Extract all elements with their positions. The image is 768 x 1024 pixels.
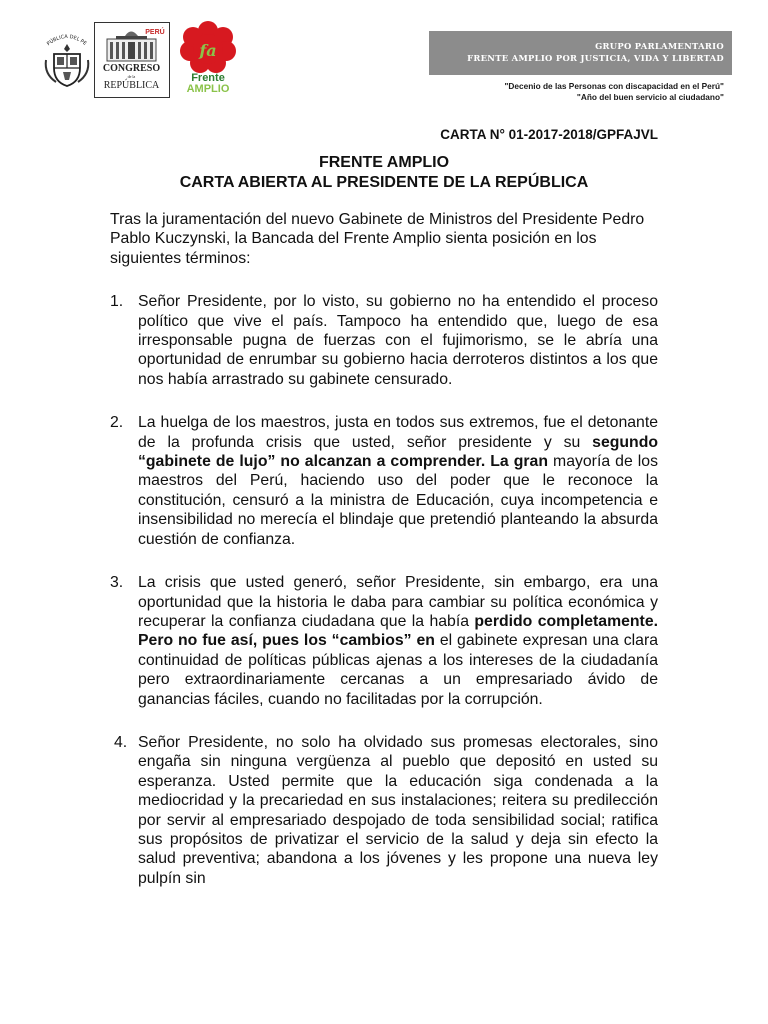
item-number: 3. [110, 574, 124, 592]
item-number: 1. [110, 293, 124, 311]
frente-amplio-logo [176, 20, 240, 94]
item-text-part: el gabinete expresan una clara continuidad de políticas públicas ajenas a los intereses de la ciudadanía pero extraordinariamente cercanas a un empresariado ávido de ganancias fáciles, cuando no facilitadas por la corrupción. [138, 632, 659, 708]
list-item-3 [110, 573, 658, 709]
letter-title-main: CARTA ABIERTA AL PRESIDENTE DE LA REPÚBLICA [179, 174, 589, 191]
list-item-4 [110, 733, 658, 888]
svg-text:de la: de la [127, 74, 136, 79]
letter-body [110, 210, 658, 912]
letter-titles [0, 153, 768, 193]
svg-text:REPÚBLICA: REPÚBLICA [103, 80, 160, 91]
list-item-2 [110, 413, 658, 549]
svg-text:CONGRESO: CONGRESO [102, 63, 161, 74]
item-text-part: mayoría de los maestros del Perú, haciendo uso del poder que le reconoce la constitución, censuró a la ministra de Educación, cuya incompetencia e insensibilidad no merecía el blindaje que pretendió planteando la absurda cuestión de confianza. [138, 453, 658, 548]
peru-shield-logo [40, 30, 94, 92]
item-text-part: La huelga de los maestros, justa en todos sus extremos, fue el detonante de la profunda crisis que usted, señor presidente y su [138, 414, 658, 451]
parliamentary-group-banner [429, 31, 732, 75]
item-text [138, 573, 658, 709]
svg-text:PERÚ: PERÚ [145, 29, 165, 36]
item-text-part: La crisis que usted generó, señor Presidente, sin embargo, era una oportunidad que la historia le daba para cambiar su política económica y recuperar la confianza ciudadana que la había [138, 574, 658, 630]
item-number: 4. [114, 733, 128, 751]
year-motto [504, 81, 724, 103]
congreso-logo [94, 22, 170, 98]
item-number: 2. [110, 414, 124, 432]
motto-line-2: "Año del buen servicio al ciudadano" [576, 92, 724, 102]
item-text-bold: segundo “gabinete de lujo” no alcanzan a comprender. La gran [138, 433, 658, 471]
svg-text:Frente: Frente [191, 72, 225, 84]
item-text-bold: perdido completamente. Pero no fue así, pues los “cambios” en [138, 612, 658, 650]
svg-text:fa: fa [199, 41, 217, 60]
svg-text:AMPLIO: AMPLIO [186, 83, 230, 94]
item-text: Señor Presidente, no solo ha olvidado sus promesas electorales, sino engaña sin ninguna vergüenza al pueblo que depositó en usted su esperanza. Usted permite que la educación siga condenada a la mediocridad y la precariedad en sus instalaciones; reitera su predilección por servir al empresariado despojado de toda sensibilidad social; ratifica sus propósitos de privatizar el servicio de la salud y deja sin efecto la salud preventiva; abandona a los jóvenes y les propone una nueva ley pulpín sin [138, 733, 658, 887]
banner-line-1: GRUPO PARLAMENTARIO [595, 41, 724, 51]
intro-paragraph: Tras la juramentación del nuevo Gabinete de Ministros del Presidente Pedro Pablo Kuczynski, la Bancada del Frente Amplio sienta posición en los siguientes términos: [110, 211, 645, 267]
item-text: Señor Presidente, por lo visto, su gobierno no ha entendido el proceso político que vive el país. Tampoco ha entendido que, luego de esa irresponsable pugna de fuerzas con el fujimorismo, se le abría una oportunidad de enrumbar su gobierno hacia derroteros distintos a los que nos había arrastrado su gabinete censurado. [138, 293, 658, 388]
motto-line-1: "Decenio de las Personas con discapacidad en el Perú" [504, 81, 724, 91]
banner-line-2: FRENTE AMPLIO POR JUSTICIA, VIDA Y LIBERTAD [467, 53, 724, 63]
letter-title-party: FRENTE AMPLIO [318, 154, 450, 171]
item-text [138, 413, 658, 549]
svg-text:REPÚBLICA DEL PERÚ: PÚBLICA DEL PE [46, 33, 88, 48]
letter-number: CARTA N° 01-2017-2018/GPFAJVL [440, 127, 658, 142]
list-item-1 [110, 292, 658, 389]
